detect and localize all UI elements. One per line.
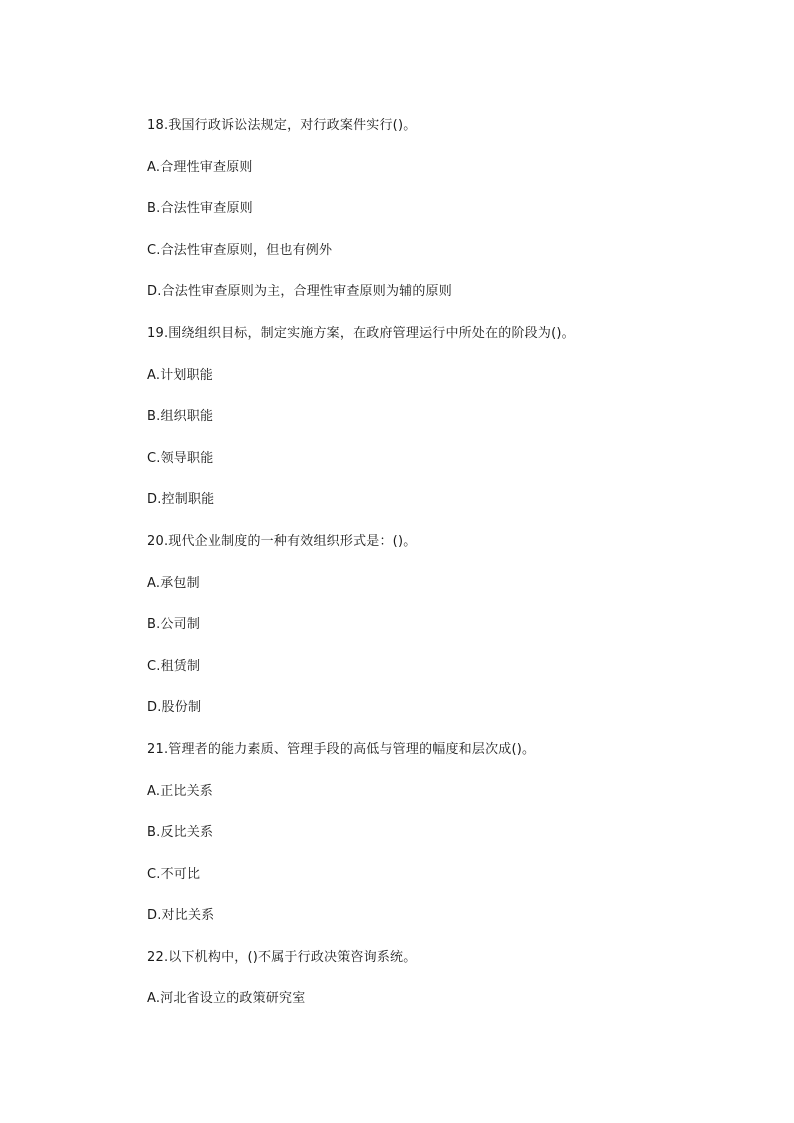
question-stem-22: 22.以下机构中，()不属于行政决策咨询系统。 <box>147 949 417 965</box>
option-19-a: A.计划职能 <box>147 367 213 383</box>
option-18-c: C.合法性审查原则，但也有例外 <box>147 242 333 258</box>
option-18-a: A.合理性审查原则 <box>147 159 253 175</box>
option-21-c: C.不可比 <box>147 866 201 882</box>
option-18-b: B.合法性审查原则 <box>147 201 253 217</box>
option-19-c: C.领导职能 <box>147 450 214 466</box>
option-18-d: D.合法性审查原则为主，合理性审查原则为辅的原则 <box>147 284 452 300</box>
option-21-b: B.反比关系 <box>147 825 214 841</box>
option-19-d: D.控制职能 <box>147 492 215 508</box>
option-20-d: D.股份制 <box>147 700 202 716</box>
option-19-b: B.组织职能 <box>147 409 214 425</box>
question-stem-21: 21.管理者的能力素质、管理手段的高低与管理的幅度和层次成()。 <box>147 741 536 757</box>
question-stem-18: 18.我国行政诉讼法规定，对行政案件实行()。 <box>147 118 417 133</box>
option-22-a: A.河北省设立的政策研究室 <box>147 991 306 1007</box>
option-21-a: A.正比关系 <box>147 783 213 799</box>
option-20-a: A.承包制 <box>147 575 200 591</box>
option-20-c: C.租赁制 <box>147 658 201 674</box>
question-stem-20: 20.现代企业制度的一种有效组织形式是：()。 <box>147 533 417 549</box>
option-21-d: D.对比关系 <box>147 908 215 924</box>
question-stem-19: 19.围绕组织目标，制定实施方案，在政府管理运行中所处在的阶段为()。 <box>147 325 575 341</box>
option-20-b: B.公司制 <box>147 617 201 633</box>
document-page <box>147 116 707 1009</box>
